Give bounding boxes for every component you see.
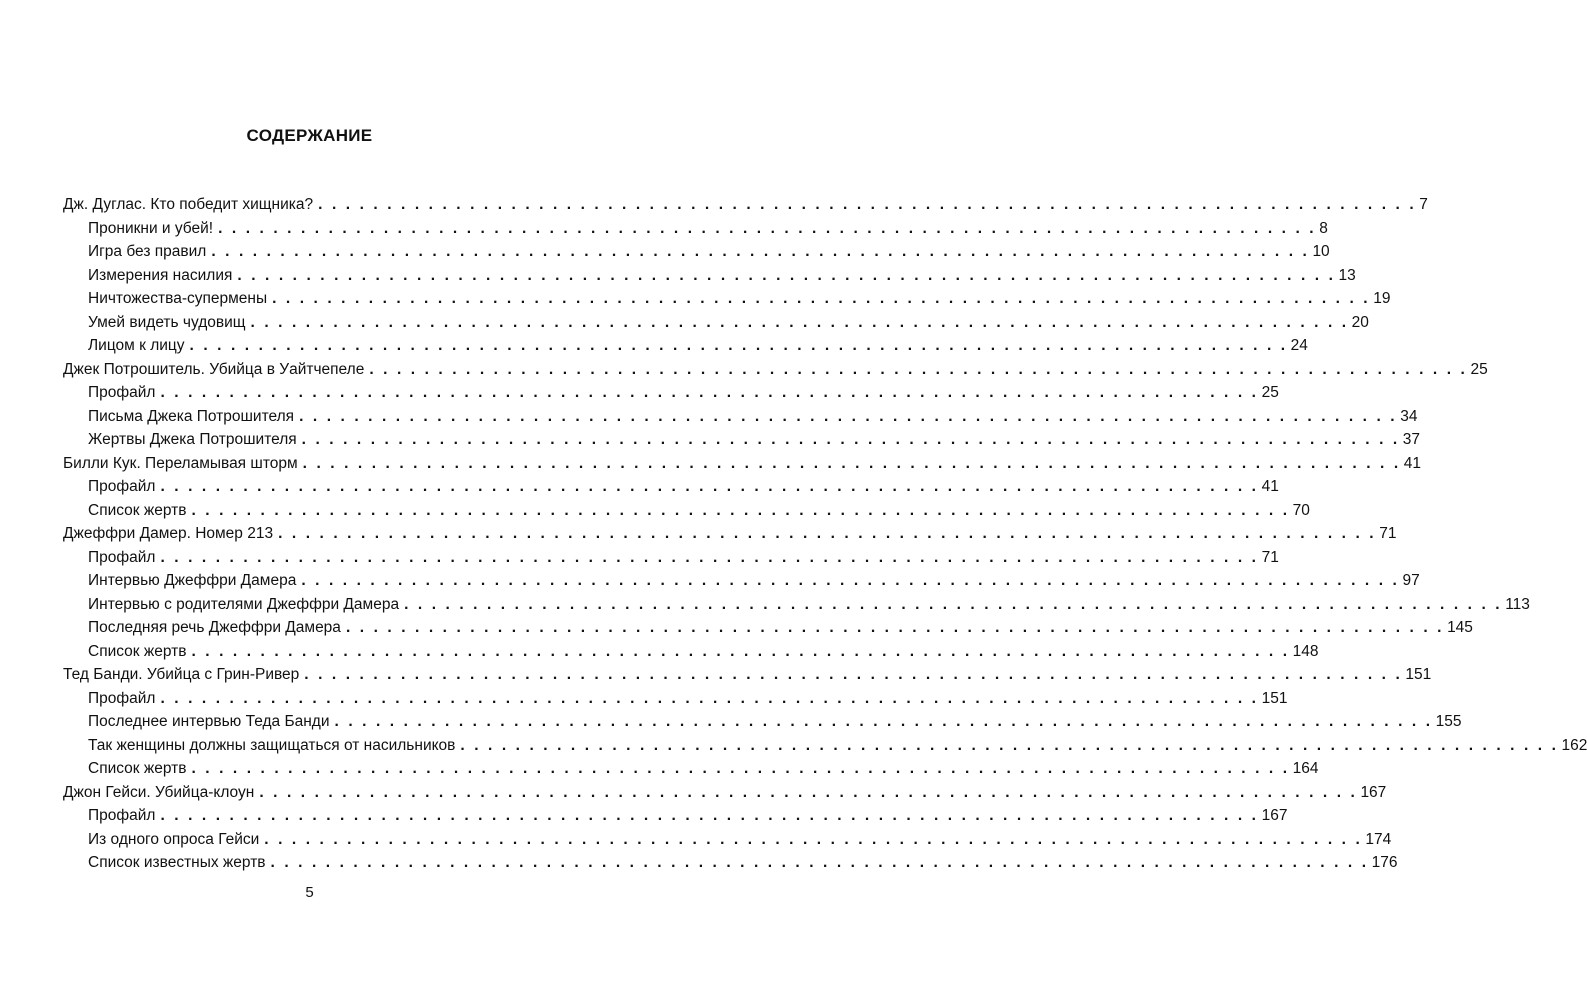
toc-chapter xyxy=(63,452,1422,476)
toc-entry-title: Список жертв xyxy=(88,642,187,660)
toc-chapter xyxy=(63,781,1387,805)
toc-entry-page: 25 xyxy=(1261,384,1279,401)
toc-section xyxy=(63,405,1418,429)
toc-dot-leader: . . . . . . . . . . . . . . . . . . . . . . . . . . . . . . . . . . . . . . . . . . . . . . . . . . . . . . . . . . . . . . . . . . . . . . . . . . . . . . . . xyxy=(460,736,1559,754)
toc-entry-page: 37 xyxy=(1402,431,1421,448)
toc-dot-leader: . . . . . . . . . . . . . . . . . . . . . . . . . . . . . . . . . . . . . . . . . . . . . . . . . . . . . . . . . . . . . . . . . . . . . . . . . . . . . . . . xyxy=(189,337,1288,354)
toc-dot-leader: . . . . . . . . . . . . . . . . . . . . . . . . . . . . . . . . . . . . . . . . . . . . . . . . . . . . . . . . . . . . . . . . . . . . . . . . . . . . . . . . xyxy=(160,807,1259,824)
toc-dot-leader: . . . . . . . . . . . . . . . . . . . . . . . . . . . . . . . . . . . . . . . . . . . . . . . . . . . . . . . . . . . . . . . . . . . . . . . . . . . . . . . . xyxy=(259,783,1358,801)
toc-dot-leader: . . . . . . . . . . . . . . . . . . . . . . . . . . . . . . . . . . . . . . . . . . . . . . . . . . . . . . . . . . . . . . . . . . . . . . . . . . . . . . . . xyxy=(211,243,1310,260)
toc-section xyxy=(63,264,1356,288)
toc-entry-title: Профайл xyxy=(88,478,156,495)
toc-section xyxy=(63,546,1279,570)
toc-entry-title: Ничтожества-супермены xyxy=(88,290,268,307)
toc-section xyxy=(63,428,1421,452)
toc-entry-title: Умей видеть чудовищ xyxy=(88,313,246,331)
toc-entry-page: 145 xyxy=(1447,619,1473,636)
toc-entry-title: Жертвы Джека Потрошителя xyxy=(88,431,297,448)
toc-section xyxy=(63,499,1310,523)
toc-dot-leader: . . . . . . . . . . . . . . . . . . . . . . . . . . . . . . . . . . . . . . . . . . . . . . . . . . . . . . . . . . . . . . . . . . . . . . . . . . . . . . . . xyxy=(270,854,1369,871)
toc-section xyxy=(63,757,1319,781)
toc-section xyxy=(63,593,1530,617)
toc-dot-leader: . . . . . . . . . . . . . . . . . . . . . . . . . . . . . . . . . . . . . . . . . . . . . . . . . . . . . . . . . . . . . . . . . . . . . . . . . . . . . . . . xyxy=(191,501,1290,519)
toc-section xyxy=(63,569,1420,593)
toc-section xyxy=(63,287,1391,311)
toc-entry-title: Джеффри Дамер. Номер 213 xyxy=(63,525,274,542)
toc-entry-title: Дж. Дуглас. Кто победит хищника? xyxy=(63,196,314,213)
toc-dot-leader: . . . . . . . . . . . . . . . . . . . . . . . . . . . . . . . . . . . . . . . . . . . . . . . . . . . . . . . . . . . . . . . . . . . . . . . . . . . . . . . . xyxy=(191,642,1290,660)
toc-entry-title: Список жертв xyxy=(88,501,187,519)
toc-dot-leader: . . . . . . . . . . . . . . . . . . . . . . . . . . . . . . . . . . . . . . . . . . . . . . . . . . . . . . . . . . . . . . . . . . . . . . . . . . . . . . . . xyxy=(301,431,1400,448)
toc-dot-leader: . . . . . . . . . . . . . . . . . . . . . . . . . . . . . . . . . . . . . . . . . . . . . . . . . . . . . . . . . . . . . . . . . . . . . . . . . . . . . . . . xyxy=(250,313,1349,331)
toc-dot-leader: . . . . . . . . . . . . . . . . . . . . . . . . . . . . . . . . . . . . . . . . . . . . . . . . . . . . . . . . . . . . . . . . . . . . . . . . . . . . . . . . xyxy=(304,666,1403,683)
toc-entry-title: Последнее интервью Теда Банди xyxy=(88,713,330,730)
toc-entry-page: 7 xyxy=(1419,196,1428,213)
toc-entry-title: Список жертв xyxy=(88,760,187,777)
toc-entry-page: 97 xyxy=(1402,572,1420,589)
toc-section xyxy=(63,616,1473,640)
toc-dot-leader: . . . . . . . . . . . . . . . . . . . . . . . . . . . . . . . . . . . . . . . . . . . . . . . . . . . . . . . . . . . . . . . . . . . . . . . . . . . . . . . . xyxy=(404,595,1503,613)
toc-entry-title: Проникни и убей! xyxy=(88,219,214,237)
toc-entry-page: 19 xyxy=(1373,290,1391,307)
toc-entry-page: 71 xyxy=(1261,548,1279,566)
toc-section xyxy=(63,311,1369,335)
toc-chapter xyxy=(63,358,1488,382)
toc-entry-title: Игра без правил xyxy=(88,243,207,260)
toc-entry-page: 70 xyxy=(1292,501,1310,519)
toc-entry-title: Лицом к лицу xyxy=(88,337,185,354)
toc-dot-leader: . . . . . . . . . . . . . . . . . . . . . . . . . . . . . . . . . . . . . . . . . . . . . . . . . . . . . . . . . . . . . . . . . . . . . . . . . . . . . . . . xyxy=(369,360,1468,378)
toc-entry-page: 13 xyxy=(1338,266,1356,284)
toc-dot-leader: . . . . . . . . . . . . . . . . . . . . . . . . . . . . . . . . . . . . . . . . . . . . . . . . . . . . . . . . . . . . . . . . . . . . . . . . . . . . . . . . xyxy=(237,266,1336,284)
toc-entry-page: 24 xyxy=(1290,337,1308,354)
toc-entry-title: Последняя речь Джеффри Дамера xyxy=(88,619,341,636)
toc-dot-leader: . . . . . . . . . . . . . . . . . . . . . . . . . . . . . . . . . . . . . . . . . . . . . . . . . . . . . . . . . . . . . . . . . . . . . . . . . . . . . . . . xyxy=(302,454,1401,472)
toc-chapter xyxy=(63,522,1397,546)
toc-entry-page: 155 xyxy=(1435,713,1462,730)
toc-section xyxy=(63,828,1392,852)
page-number: 5 xyxy=(305,884,314,901)
toc-chapter xyxy=(63,193,1428,217)
toc-entry-page: 162 xyxy=(1561,736,1587,754)
toc-dot-leader: . . . . . . . . . . . . . . . . . . . . . . . . . . . . . . . . . . . . . . . . . . . . . . . . . . . . . . . . . . . . . . . . . . . . . . . . . . . . . . . . xyxy=(160,548,1259,566)
toc-entry-page: 151 xyxy=(1261,689,1288,707)
toc-entry-page: 10 xyxy=(1312,243,1330,260)
toc-section xyxy=(63,217,1328,241)
toc-entry-page: 20 xyxy=(1351,313,1369,331)
toc-section xyxy=(63,475,1279,499)
toc-entry-title: Билли Кук. Переламывая шторм xyxy=(63,454,298,472)
toc-dot-leader: . . . . . . . . . . . . . . . . . . . . . . . . . . . . . . . . . . . . . . . . . . . . . . . . . . . . . . . . . . . . . . . . . . . . . . . . . . . . . . . . xyxy=(264,830,1363,848)
toc-entry-title: Список известных жертв xyxy=(88,854,266,871)
toc-entry-title: Джек Потрошитель. Убийца в Уайтчепеле xyxy=(63,360,365,378)
toc-section xyxy=(63,334,1308,358)
toc-dot-leader: . . . . . . . . . . . . . . . . . . . . . . . . . . . . . . . . . . . . . . . . . . . . . . . . . . . . . . . . . . . . . . . . . . . . . . . . . . . . . . . . xyxy=(299,407,1398,425)
toc-entry-title: Измерения насилия xyxy=(88,266,233,284)
toc-dot-leader: . . . . . . . . . . . . . . . . . . . . . . . . . . . . . . . . . . . . . . . . . . . . . . . . . . . . . . . . . . . . . . . . . . . . . . . . . . . . . . . . xyxy=(160,478,1259,495)
toc-entry-page: 167 xyxy=(1360,783,1387,801)
toc-dot-leader: . . . . . . . . . . . . . . . . . . . . . . . . . . . . . . . . . . . . . . . . . . . . . . . . . . . . . . . . . . . . . . . . . . . . . . . . . . . . . . . . xyxy=(218,219,1317,237)
toc-entry-page: 41 xyxy=(1403,454,1422,472)
toc-entry-title: Профайл xyxy=(88,384,156,401)
toc-entry-page: 41 xyxy=(1261,478,1279,495)
toc-entry-title: Интервью с родителями Джеффри Дамера xyxy=(88,595,400,613)
toc-section xyxy=(63,381,1279,405)
toc-chapter xyxy=(63,663,1432,687)
toc-entry-page: 113 xyxy=(1505,595,1530,613)
toc-entry-page: 151 xyxy=(1405,666,1432,683)
toc-section xyxy=(63,734,1587,758)
toc-section xyxy=(63,240,1330,264)
toc-entry-title: Тед Банди. Убийца с Грин-Ривер xyxy=(63,666,300,683)
toc-dot-leader: . . . . . . . . . . . . . . . . . . . . . . . . . . . . . . . . . . . . . . . . . . . . . . . . . . . . . . . . . . . . . . . . . . . . . . . . . . . . . . . . xyxy=(318,196,1417,213)
toc-dot-leader: . . . . . . . . . . . . . . . . . . . . . . . . . . . . . . . . . . . . . . . . . . . . . . . . . . . . . . . . . . . . . . . . . . . . . . . . . . . . . . . . xyxy=(160,689,1259,707)
toc-entry-title: Профайл xyxy=(88,807,156,824)
toc-entry-title: Так женщины должны защищаться от насильников xyxy=(88,736,456,754)
toc-entry-title: Из одного опроса Гейси xyxy=(88,830,260,848)
toc-entry-page: 8 xyxy=(1319,219,1328,237)
toc-entry-page: 174 xyxy=(1365,830,1392,848)
toc-section xyxy=(63,804,1288,828)
toc-dot-leader: . . . . . . . . . . . . . . . . . . . . . . . . . . . . . . . . . . . . . . . . . . . . . . . . . . . . . . . . . . . . . . . . . . . . . . . . . . . . . . . . xyxy=(160,384,1259,401)
toc-entry-page: 25 xyxy=(1470,360,1488,378)
toc-entry-page: 34 xyxy=(1400,407,1418,425)
toc-dot-leader: . . . . . . . . . . . . . . . . . . . . . . . . . . . . . . . . . . . . . . . . . . . . . . . . . . . . . . . . . . . . . . . . . . . . . . . . . . . . . . . . xyxy=(345,619,1445,636)
toc-section xyxy=(63,710,1462,734)
toc-dot-leader: . . . . . . . . . . . . . . . . . . . . . . . . . . . . . . . . . . . . . . . . . . . . . . . . . . . . . . . . . . . . . . . . . . . . . . . . . . . . . . . . xyxy=(278,525,1377,542)
toc-dot-leader: . . . . . . . . . . . . . . . . . . . . . . . . . . . . . . . . . . . . . . . . . . . . . . . . . . . . . . . . . . . . . . . . . . . . . . . . . . . . . . . . xyxy=(334,713,1433,730)
toc-entry-title: Профайл xyxy=(88,689,156,707)
toc-entry-page: 176 xyxy=(1371,854,1398,871)
toc-entry-page: 71 xyxy=(1379,525,1397,542)
toc-entry-title: Профайл xyxy=(88,548,156,566)
toc-dot-leader: . . . . . . . . . . . . . . . . . . . . . . . . . . . . . . . . . . . . . . . . . . . . . . . . . . . . . . . . . . . . . . . . . . . . . . . . . . . . . . . . xyxy=(272,290,1371,307)
page-title: СОДЕРЖАНИЕ xyxy=(246,126,373,145)
toc-dot-leader: . . . . . . . . . . . . . . . . . . . . . . . . . . . . . . . . . . . . . . . . . . . . . . . . . . . . . . . . . . . . . . . . . . . . . . . . . . . . . . . . xyxy=(191,760,1290,777)
toc-entry-title: Письма Джека Потрошителя xyxy=(88,407,295,425)
table-of-contents xyxy=(63,193,1587,875)
toc-dot-leader: . . . . . . . . . . . . . . . . . . . . . . . . . . . . . . . . . . . . . . . . . . . . . . . . . . . . . . . . . . . . . . . . . . . . . . . . . . . . . . . . xyxy=(301,572,1400,589)
toc-entry-page: 167 xyxy=(1261,807,1288,824)
toc-entry-title: Джон Гейси. Убийца-клоун xyxy=(63,783,255,801)
toc-section xyxy=(63,640,1319,664)
toc-section xyxy=(63,851,1398,875)
toc-entry-page: 164 xyxy=(1292,760,1319,777)
toc-entry-page: 148 xyxy=(1292,642,1319,660)
toc-section xyxy=(63,687,1288,711)
toc-entry-title: Интервью Джеффри Дамера xyxy=(88,572,297,589)
